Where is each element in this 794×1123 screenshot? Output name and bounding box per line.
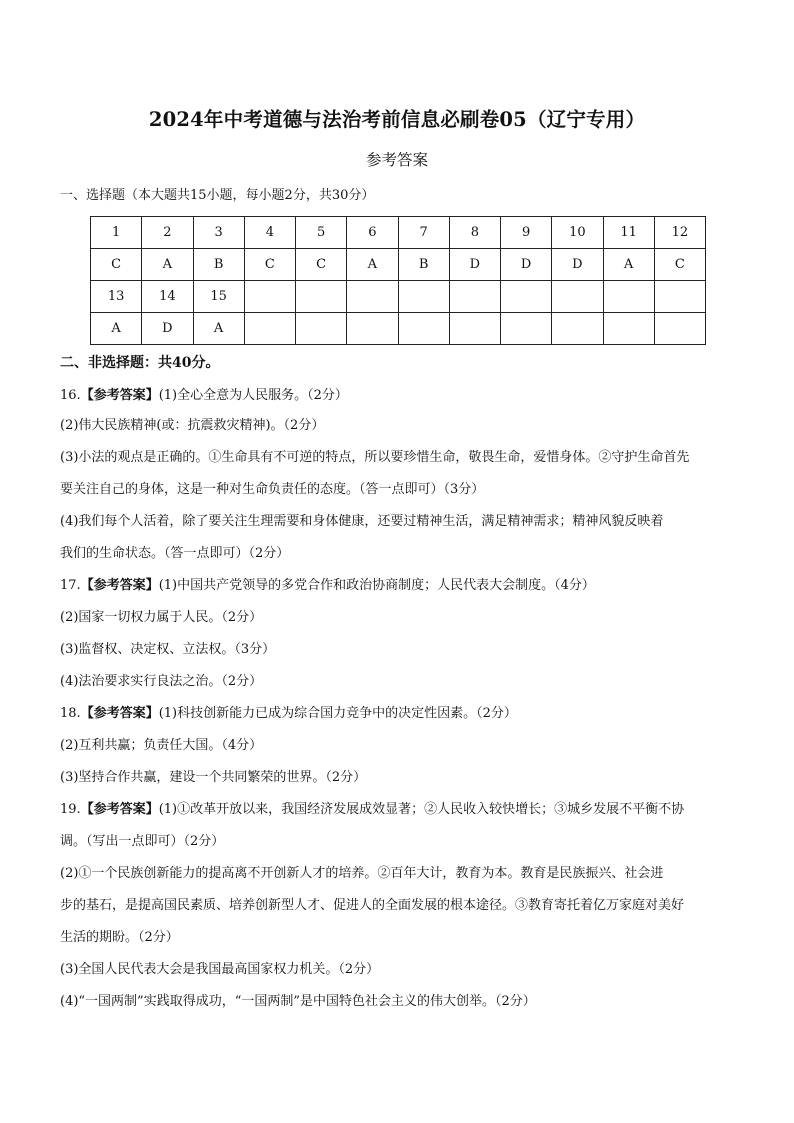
table-row: [91, 281, 706, 313]
answer-line: [60, 542, 289, 561]
table-cell: 6: [347, 217, 398, 249]
table-cell: 11: [603, 217, 654, 249]
table-cell: 9: [501, 217, 552, 249]
table-cell: 4: [244, 217, 295, 249]
answer-label: 【参考答案】: [80, 388, 159, 403]
table-cell: 15: [193, 281, 244, 313]
table-cell: C: [91, 249, 142, 281]
table-row: [91, 249, 706, 281]
table-cell: D: [501, 249, 552, 281]
answer-line: [60, 734, 262, 753]
table-cell: 13: [91, 281, 142, 313]
answer-text: 调。（写出一点即可）（2分）: [60, 834, 225, 849]
table-cell: [501, 281, 552, 313]
table-cell: [244, 313, 295, 345]
table-cell: B: [398, 249, 449, 281]
answer-line: [60, 510, 663, 529]
answer-text: (4)我们每个人活着，除了要关注生理需要和身体健康，还要过精神生活，满足精神需求；精神风貌反映着: [60, 514, 664, 529]
answer-text: (2)互利共赢；负责任大国。（4分）: [60, 738, 263, 753]
table-row: [91, 313, 706, 345]
table-cell: [449, 313, 500, 345]
table-cell: [244, 281, 295, 313]
answer-line: [60, 894, 684, 913]
table-cell: D: [449, 249, 500, 281]
answer-line: [60, 798, 684, 817]
answer-text: (4)“一国两制”实践取得成功，“一国两制”是中国特色社会主义的伟大创举。（2分）: [60, 994, 536, 1009]
answer-line: [60, 862, 663, 881]
answer-line: [60, 478, 484, 497]
table-row: [91, 217, 706, 249]
table-cell: C: [296, 249, 347, 281]
table-cell: [603, 281, 654, 313]
table-cell: [501, 313, 552, 345]
table-cell: 1: [91, 217, 142, 249]
answer-text: 步的基石，是提高国民素质、培养创新型人才、促进人的全面发展的根本途径。③教育寄托着亿万家庭对美好: [60, 898, 685, 913]
table-cell: A: [193, 313, 244, 345]
answer-text: (2)伟大民族精神(或：抗震救灾精神)。（2分）: [60, 418, 325, 433]
table-cell: [347, 313, 398, 345]
answer-line: [60, 830, 224, 849]
answer-text: (1)科技创新能力已成为综合国力竞争中的决定性因素。（2分）: [158, 706, 517, 721]
answer-table: [90, 216, 706, 345]
answer-text: (1)全心全意为人民服务。（2分）: [158, 388, 348, 403]
answer-text: (3)小法的观点是正确的。①生命具有不可逆的特点，所以要珍惜生命，敬畏生命，爱惜身体。②守护生命首先: [60, 450, 690, 465]
table-cell: [603, 313, 654, 345]
table-cell: A: [142, 249, 193, 281]
table-cell: [654, 313, 705, 345]
question-number: 17.: [60, 578, 81, 593]
answer-text: (3)坚持合作共赢，建设一个共同繁荣的世界。（2分）: [60, 770, 367, 785]
table-cell: D: [552, 249, 603, 281]
table-cell: A: [603, 249, 654, 281]
page-subtitle: 参考答案: [365, 151, 428, 169]
answer-text: (1)中国共产党领导的多党合作和政治协商制度；人民代表大会制度。（4分）: [158, 578, 595, 593]
table-cell: [296, 313, 347, 345]
answer-line: [60, 638, 275, 657]
answer-text: 要关注自己的身体，这是一种对生命负责任的态度。（答一点即可）（3分）: [60, 482, 485, 497]
section2-heading: 二、非选择题：共40分。: [60, 355, 220, 371]
table-cell: [552, 281, 603, 313]
page-title: 2024年中考道德与法治考前信息必刷卷05（辽宁专用）: [148, 108, 646, 131]
answer-label: 【参考答案】: [80, 802, 159, 817]
answer-text: (1)①改革开放以来，我国经济发展成效显著；②人民收入较快增长；③城乡发展不平衡不协: [158, 802, 685, 817]
table-cell: 14: [142, 281, 193, 313]
answer-line: [60, 766, 366, 785]
table-cell: [398, 281, 449, 313]
question-number: 16.: [60, 388, 81, 403]
answer-text: (3)监督权、决定权、立法权。（3分）: [60, 642, 276, 657]
answer-line: [60, 670, 262, 689]
question-number: 18.: [60, 706, 81, 721]
answer-line: [60, 606, 262, 625]
answer-line: [60, 990, 536, 1009]
table-cell: [347, 281, 398, 313]
table-cell: B: [193, 249, 244, 281]
answer-label: 【参考答案】: [80, 706, 159, 721]
answer-text: (3)全国人民代表大会是我国最高国家权力机关。（2分）: [60, 962, 380, 977]
table-cell: [449, 281, 500, 313]
answer-line: [60, 446, 689, 465]
table-cell: C: [654, 249, 705, 281]
table-cell: [654, 281, 705, 313]
answer-text: 生活的期盼。（2分）: [60, 930, 179, 945]
answer-line: [60, 958, 379, 977]
answer-text: (4)法治要求实行良法之治。（2分）: [60, 674, 263, 689]
table-cell: 5: [296, 217, 347, 249]
table-cell: D: [142, 313, 193, 345]
table-cell: A: [91, 313, 142, 345]
table-cell: 2: [142, 217, 193, 249]
answer-label: 【参考答案】: [80, 578, 159, 593]
answer-line: [60, 414, 324, 433]
answer-text: 我们的生命状态。（答一点即可）（2分）: [60, 546, 290, 561]
table-cell: 8: [449, 217, 500, 249]
question-number: 19.: [60, 802, 81, 817]
table-cell: [398, 313, 449, 345]
table-cell: 10: [552, 217, 603, 249]
answer-line: [60, 702, 517, 721]
table-cell: 3: [193, 217, 244, 249]
table-cell: [552, 313, 603, 345]
answer-text: (2)国家一切权力属于人民。（2分）: [60, 610, 263, 625]
answer-line: [60, 926, 179, 945]
table-cell: A: [347, 249, 398, 281]
section1-heading: 一、选择题（本大题共15小题，每小题2分，共30分）: [60, 188, 375, 203]
table-cell: 12: [654, 217, 705, 249]
table-cell: 7: [398, 217, 449, 249]
table-cell: C: [244, 249, 295, 281]
answer-line: [60, 384, 348, 403]
answer-text: (2)①一个民族创新能力的提高离不开创新人才的培养。②百年大计，教育为本。教育是民族振兴、社会进: [60, 866, 664, 881]
answer-line: [60, 574, 595, 593]
table-cell: [296, 281, 347, 313]
